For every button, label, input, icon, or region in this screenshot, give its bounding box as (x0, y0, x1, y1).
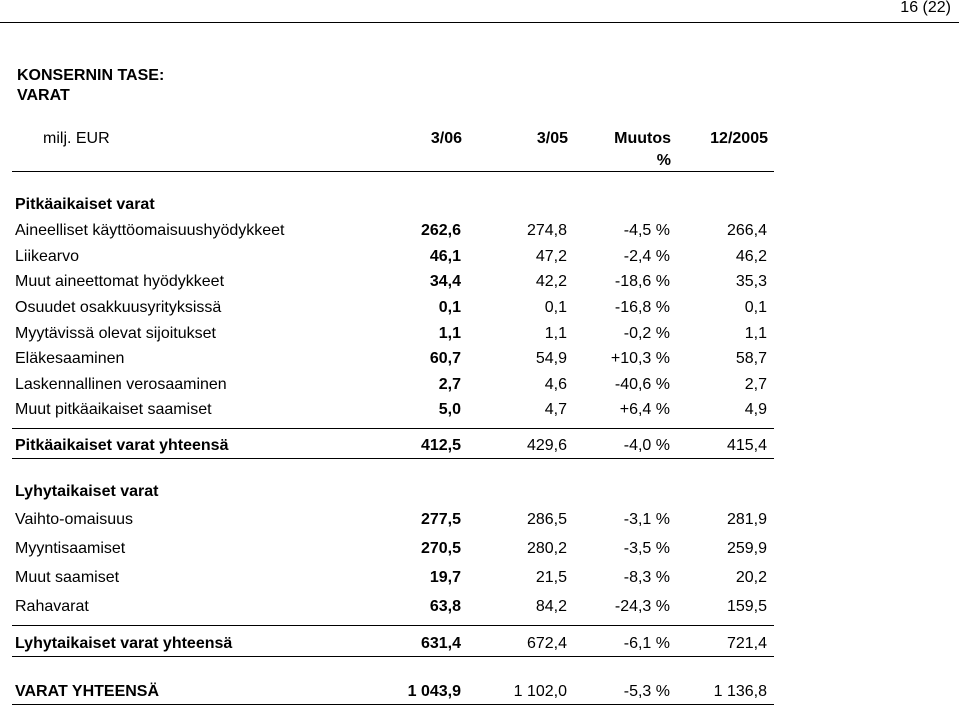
unit-label: milj. EUR (43, 130, 110, 147)
subtotal-rule (12, 656, 774, 657)
table-row (15, 540, 773, 562)
value-12-2005: 46,2 (735, 248, 767, 265)
title-line-2: VARAT (17, 87, 70, 104)
value-change: -5,3 % (623, 683, 670, 700)
subtotal-row-current (15, 635, 773, 657)
table-row (15, 222, 773, 244)
row-label: VARAT YHTEENSÄ (15, 683, 160, 700)
table-row (15, 299, 773, 321)
value-3-05: 286,5 (526, 511, 567, 528)
value-3-05: 1 102,0 (513, 683, 567, 700)
value-3-05: 0,1 (544, 299, 567, 316)
table-row (15, 248, 773, 270)
value-12-2005: 35,3 (735, 273, 767, 290)
value-3-05: 280,2 (526, 540, 567, 557)
value-12-2005: 4,9 (744, 401, 767, 418)
row-label: Lyhytaikaiset varat yhteensä (15, 635, 233, 652)
row-label: Muut saamiset (15, 569, 120, 586)
title-line-1: KONSERNIN TASE: (17, 67, 165, 84)
value-3-05: 672,4 (526, 635, 567, 652)
row-label: Liikearvo (15, 248, 80, 265)
value-12-2005: 721,4 (726, 635, 767, 652)
value-3-05: 1,1 (544, 325, 567, 342)
subtotal-rule (12, 458, 774, 459)
value-3-06: 34,4 (429, 273, 461, 290)
value-change: -3,1 % (623, 511, 670, 528)
page-title (17, 66, 164, 106)
value-change: -4,0 % (623, 437, 670, 454)
table-row (15, 598, 773, 620)
value-change: -0,2 % (623, 325, 670, 342)
row-label: Pitkäaikaiset varat yhteensä (15, 437, 229, 454)
value-change: -3,5 % (623, 540, 670, 557)
value-change: -16,8 % (614, 299, 670, 316)
value-3-06: 46,1 (429, 248, 461, 265)
row-label: Eläkesaaminen (15, 350, 125, 367)
value-change: -40,6 % (614, 376, 670, 393)
column-header-12-2005: 12/2005 (710, 130, 768, 147)
row-label: Osuudet osakkuusyrityksissä (15, 299, 222, 316)
value-3-06: 277,5 (420, 511, 461, 528)
grand-total-rule (12, 704, 774, 705)
value-3-05: 47,2 (535, 248, 567, 265)
table-row (15, 273, 773, 295)
table-row (15, 511, 773, 533)
table-row (15, 325, 773, 347)
value-12-2005: 266,4 (726, 222, 767, 239)
subtotal-rule (12, 428, 774, 429)
value-12-2005: 415,4 (726, 437, 767, 454)
value-3-05: 84,2 (535, 598, 567, 615)
value-12-2005: 1 136,8 (713, 683, 767, 700)
value-3-06: 19,7 (429, 569, 461, 586)
row-label: Muut aineettomat hyödykkeet (15, 273, 225, 290)
column-header-change-unit: % (656, 152, 671, 169)
value-12-2005: 0,1 (744, 299, 767, 316)
value-12-2005: 281,9 (726, 511, 767, 528)
table-row (15, 401, 773, 423)
column-header-3-06: 3/06 (430, 130, 462, 147)
value-3-06: 631,4 (420, 635, 461, 652)
header-rule (0, 22, 959, 23)
subtotal-row-noncurrent (15, 437, 773, 459)
value-3-06: 63,8 (429, 598, 461, 615)
table-row (15, 569, 773, 591)
column-header-3-05: 3/05 (536, 130, 568, 147)
value-3-06: 262,6 (420, 222, 461, 239)
section-title-noncurrent: Pitkäaikaiset varat (15, 196, 155, 213)
value-change: -24,3 % (614, 598, 670, 615)
value-3-06: 1,1 (438, 325, 461, 342)
row-label: Myyntisaamiset (15, 540, 126, 557)
value-12-2005: 259,9 (726, 540, 767, 557)
row-label: Muut pitkäaikaiset saamiset (15, 401, 212, 418)
value-3-06: 0,1 (438, 299, 461, 316)
row-label: Laskennallinen verosaaminen (15, 376, 227, 393)
row-label: Vaihto-omaisuus (15, 511, 133, 528)
grand-total-row (15, 683, 773, 705)
subtotal-rule (12, 625, 774, 626)
value-3-06: 412,5 (420, 437, 461, 454)
section-title-current: Lyhytaikaiset varat (15, 483, 159, 500)
value-12-2005: 159,5 (726, 598, 767, 615)
value-3-05: 4,7 (544, 401, 567, 418)
value-3-06: 1 043,9 (407, 683, 461, 700)
value-3-05: 21,5 (535, 569, 567, 586)
column-header-change: Muutos (614, 130, 671, 147)
value-change: -2,4 % (623, 248, 670, 265)
row-label: Myytävissä olevat sijoitukset (15, 325, 216, 342)
page-number: 16 (22) (900, 0, 951, 16)
value-12-2005: 58,7 (735, 350, 767, 367)
value-3-05: 42,2 (535, 273, 567, 290)
value-12-2005: 1,1 (744, 325, 767, 342)
value-3-05: 429,6 (526, 437, 567, 454)
value-3-06: 270,5 (420, 540, 461, 557)
value-change: -6,1 % (623, 635, 670, 652)
value-3-05: 4,6 (544, 376, 567, 393)
value-3-05: 274,8 (526, 222, 567, 239)
value-change: +6,4 % (619, 401, 670, 418)
table-row (15, 376, 773, 398)
row-label: Aineelliset käyttöomaisuushyödykkeet (15, 222, 285, 239)
value-change: -4,5 % (623, 222, 670, 239)
value-12-2005: 2,7 (744, 376, 767, 393)
value-change: -8,3 % (623, 569, 670, 586)
row-label: Rahavarat (15, 598, 89, 615)
value-change: +10,3 % (610, 350, 670, 367)
table-row (15, 350, 773, 372)
value-12-2005: 20,2 (735, 569, 767, 586)
value-3-05: 54,9 (535, 350, 567, 367)
column-header-rule (12, 171, 774, 172)
value-change: -18,6 % (614, 273, 670, 290)
value-3-06: 60,7 (429, 350, 461, 367)
value-3-06: 5,0 (438, 401, 461, 418)
value-3-06: 2,7 (438, 376, 461, 393)
